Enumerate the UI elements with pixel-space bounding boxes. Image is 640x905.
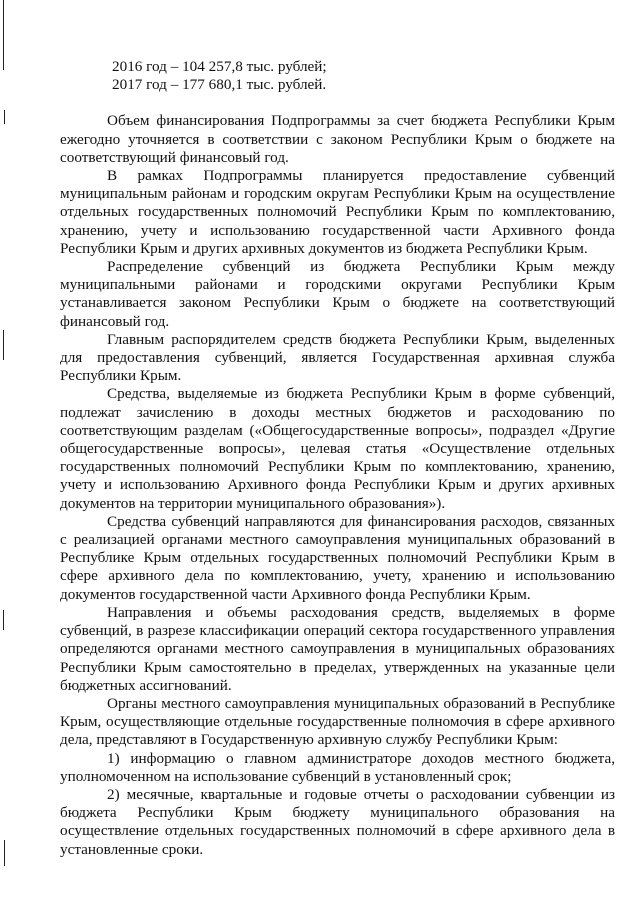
list-item-reports: 2) месячные, квартальные и годовые отчеты о расходовании субвенции из бюджета Республики Крым бюджету муниципального образования на осуществление отдельных государственных полномочий в сфере архивного дела в установленные сроки.	[60, 785, 615, 858]
scan-edge-mark	[4, 110, 5, 124]
paragraph-local-authorities: Органы местного самоуправления муниципальных образований в Республике Крым, осуществляющие отдельные государственные полномочия в сфере архивного дела, представляют в Государственную архивную службу Республики Крым:	[60, 694, 615, 749]
paragraph-main-administrator: Главным распорядителем средств бюджета Республики Крым, выделенных для предоставления субвенций, является Государственная архивная служба Республики Крым.	[60, 330, 615, 385]
financing-line-2016: 2016 год – 104 257,8 тыс. рублей;	[112, 58, 327, 75]
scan-edge-mark	[3, 610, 4, 630]
list-item-information: 1) информацию о главном администраторе доходов местного бюджета, уполномоченном на использование субвенций в установленный срок;	[60, 749, 615, 785]
spacer	[60, 94, 615, 112]
paragraph-distribution: Распределение субвенций из бюджета Республики Крым между муниципальными районами и городскими округами Республики Крым устанавливается законом Республики Крым о бюджете на соответствующий финансовый год.	[60, 258, 615, 330]
paragraph-funding-volume: Объем финансирования Подпрограммы за счет бюджета Республики Крым ежегодно уточняется в соответствии с законом Республики Крым о бюджете на соответствующий финансовый год.	[60, 112, 615, 166]
document-page	[60, 58, 615, 859]
paragraph-funds-allocation: Средства, выделяемые из бюджета Республики Крым в форме субвенций, подлежат зачислению в доходы местных бюджетов и расходованию по соответствующим разделам («Общегосударственные вопросы», подраздел «Другие общегосударственные вопросы», целевая статья «Осуществление отдельных государственных полномочий Республики Крым по комплектованию, хранению, учету и использованию Архивного фонда Республики Крым и других архивных документов на территории муниципального образования»).	[60, 385, 615, 512]
paragraph-subventions: В рамках Подпрограммы планируется предоставление субвенций муниципальным районам и городским округам Республики Крым на осуществление отдельных государственных полномочий Республики Крым по комплектованию, хранению, учету и использованию государственной части Архивного фонда Республики Крым и других архивных документов из бюджета Республики Крым.	[60, 167, 615, 257]
financing-line-2017: 2017 год – 177 680,1 тыс. рублей.	[112, 76, 327, 94]
scan-edge-mark	[3, 0, 4, 70]
paragraph-funds-purpose: Средства субвенций направляются для финансирования расходов, связанных с реализацией органами местного самоуправления муниципальных образований в Республике Крым отдельных государственных полномочий Республики Крым в сфере архивного дела по комплектованию, учету, хранению и использованию документов государственной части Архивного фонда Республики Крым.	[60, 512, 615, 603]
paragraph-spending-directions: Направления и объемы расходования средств, выделяемых в форме субвенций, в разрезе классификации операций сектора государственного управления определяются органами местного самоуправления в муниципальных образованиях Республики Крым самостоятельно в пределах, утвержденных на указанные цели бюджетных ассигнований.	[60, 603, 615, 694]
scan-edge-mark	[3, 330, 4, 360]
scan-edge-mark	[4, 840, 5, 866]
